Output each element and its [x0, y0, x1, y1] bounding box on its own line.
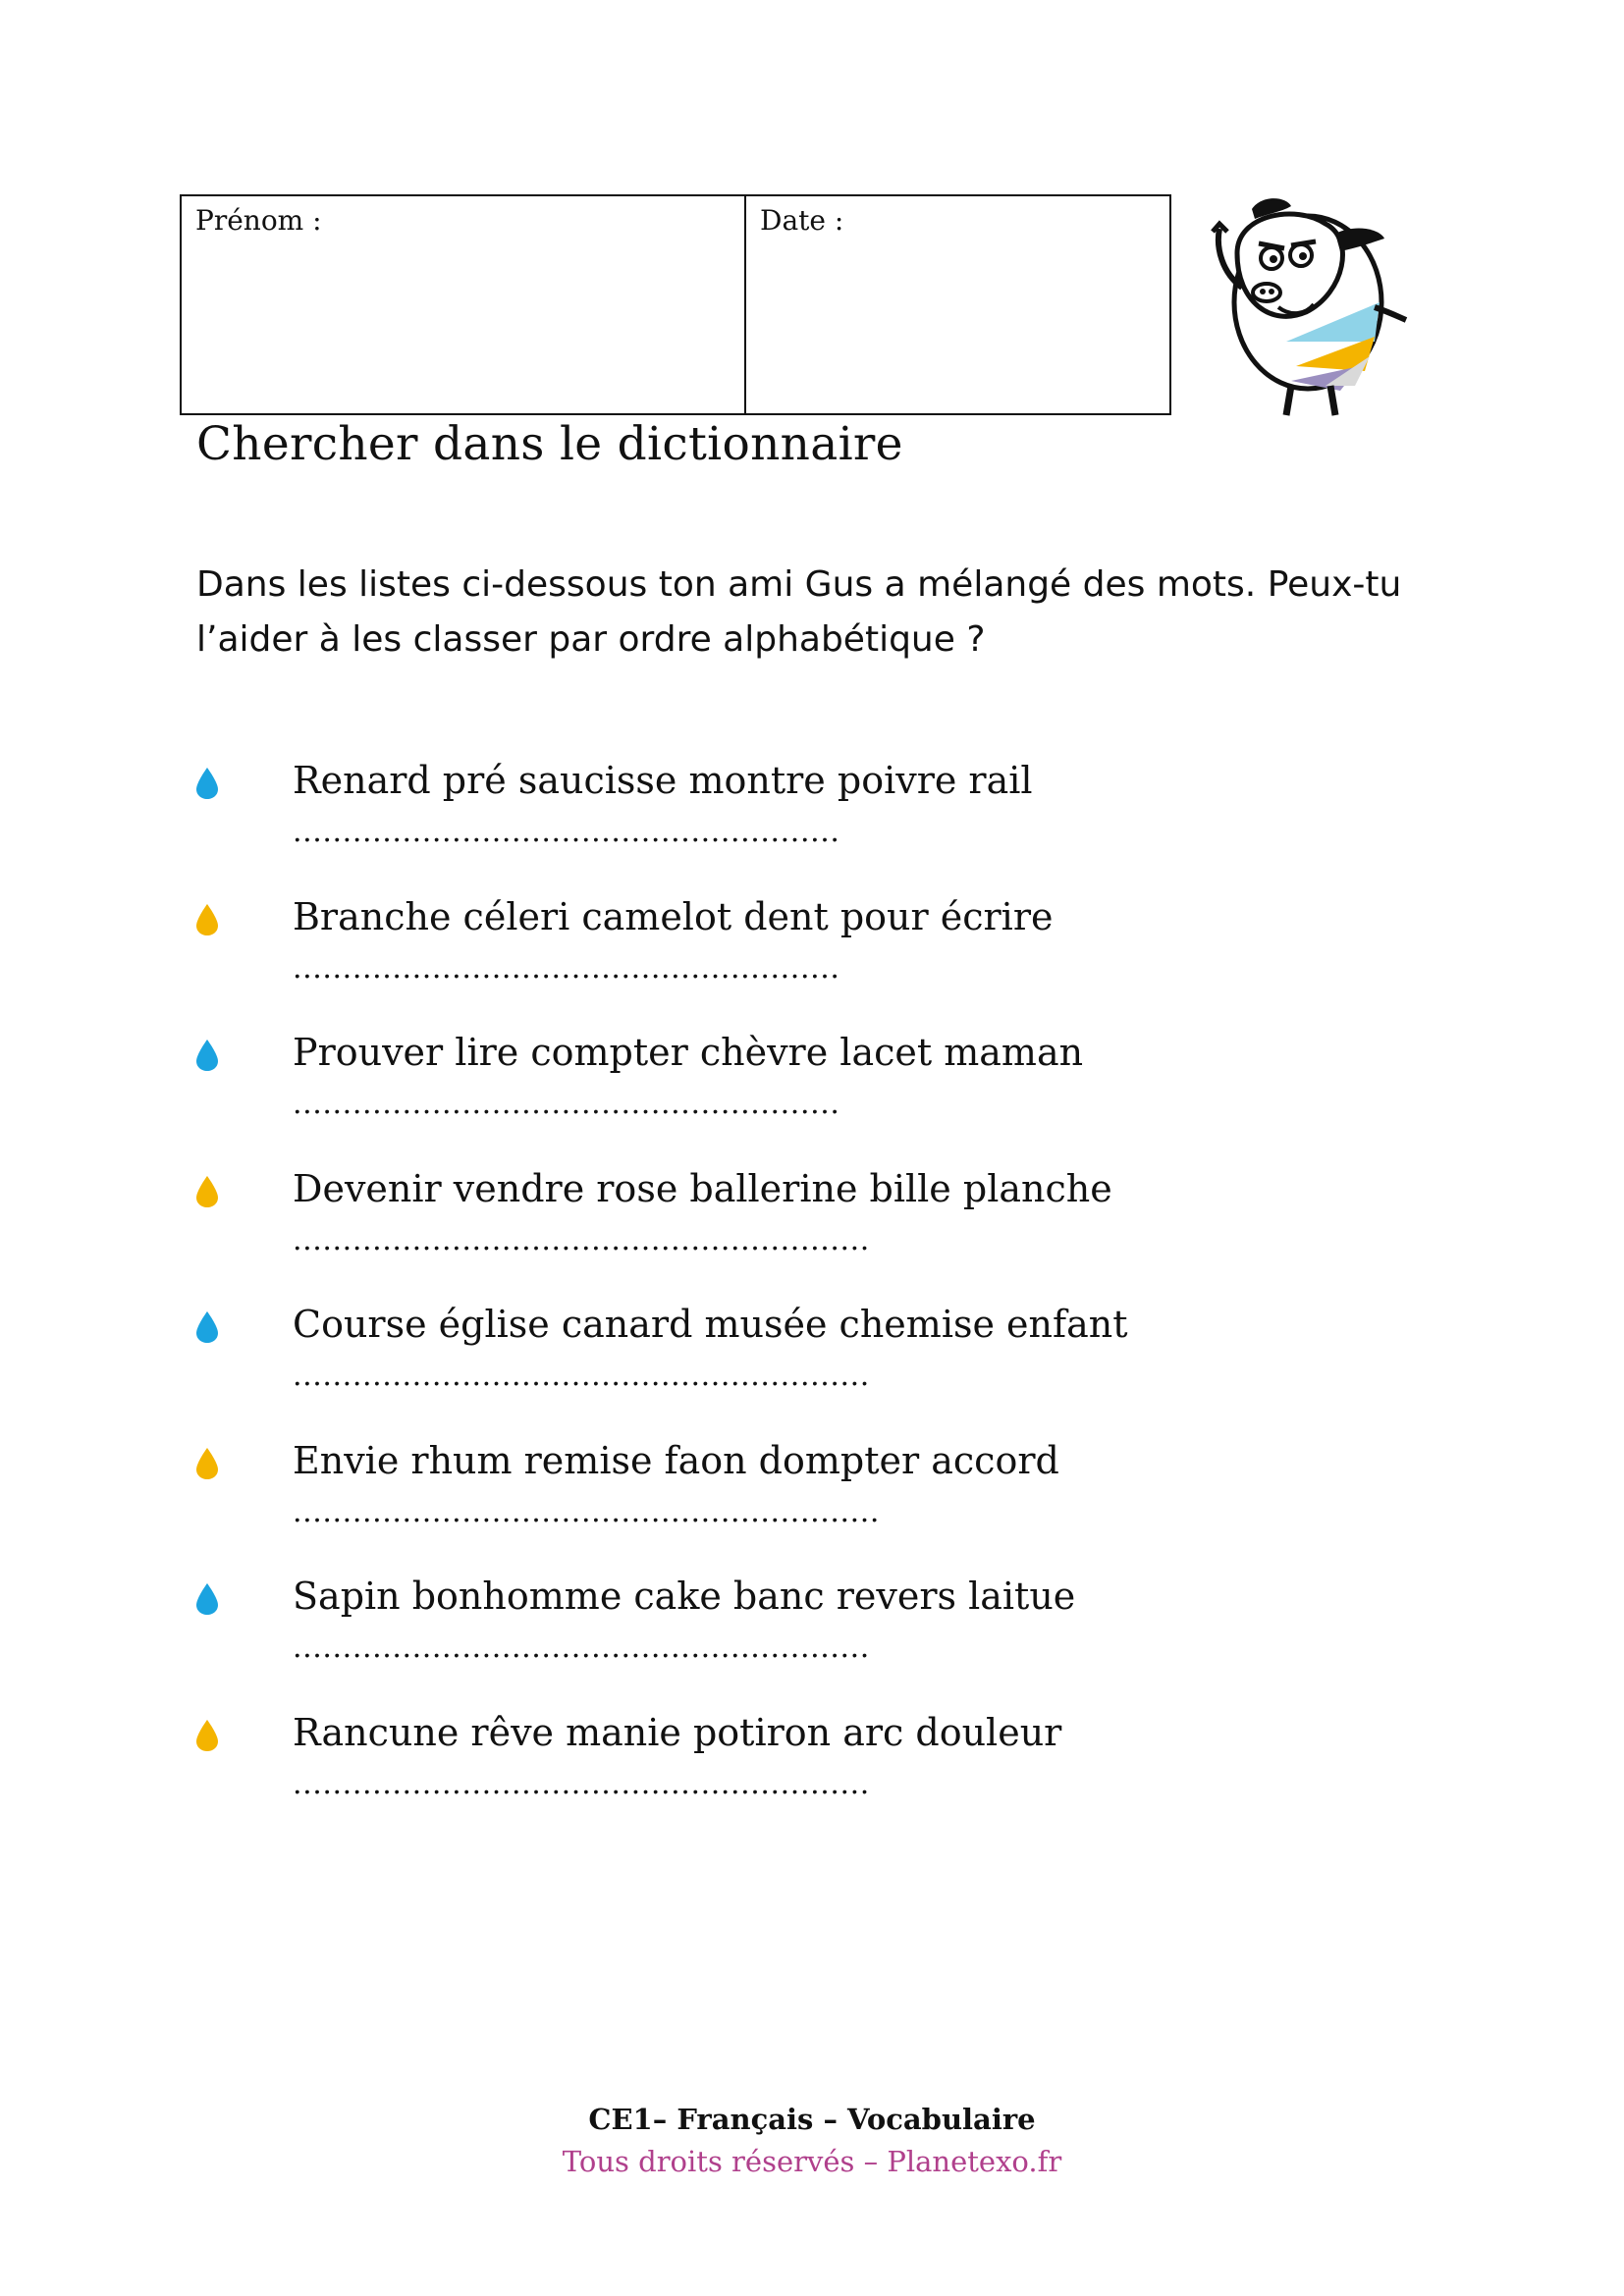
instruction-text: Dans les listes ci-dessous ton ami Gus a mélangé des mots. Peux-tu l’aider à les classer par ordre alphabétique ? [196, 564, 1402, 660]
student-info-box [180, 194, 1171, 415]
footer-rights: Tous droits réservés – Planetexo.fr [562, 2145, 1062, 2178]
exercise-item [193, 756, 1372, 864]
answer-line[interactable]: .......................................................... [293, 1630, 870, 1665]
sheep-mascot-icon [1198, 194, 1414, 420]
word-list: Course église canard musée chemise enfant [293, 1303, 1128, 1346]
word-list: Branche céleri camelot dent pour écrire [293, 894, 1054, 938]
answer-line[interactable]: ....................................................... [293, 950, 840, 986]
name-label: Prénom : [195, 204, 322, 237]
exercise-item [193, 892, 1372, 1000]
water-drop-icon [193, 902, 221, 937]
word-list: Rancune rêve manie potiron arc douleur [293, 1710, 1062, 1754]
exercise-item [193, 1572, 1372, 1680]
name-field[interactable] [182, 196, 746, 413]
answer-line[interactable]: .......................................................... [293, 1222, 870, 1257]
exercise-item [193, 1300, 1372, 1408]
water-drop-icon [193, 766, 221, 801]
exercise-item [193, 1028, 1372, 1136]
word-list: Renard pré saucisse montre poivre rail [293, 759, 1033, 802]
date-label: Date : [760, 204, 844, 237]
answer-line[interactable]: .......................................................... [293, 1359, 870, 1393]
water-drop-icon [193, 1038, 221, 1073]
water-drop-icon [193, 1718, 221, 1753]
word-list: Sapin bonhomme cake banc revers laitue [293, 1575, 1076, 1618]
water-drop-icon [193, 1446, 221, 1481]
exercise-item [193, 1436, 1372, 1544]
answer-line[interactable]: ........................................................... [293, 1494, 881, 1529]
water-drop-icon [193, 1309, 221, 1345]
footer-title: CE1– Français – Vocabulaire [588, 2103, 1036, 2136]
page-title: Chercher dans le dictionnaire [196, 417, 903, 471]
answer-line[interactable]: .......................................................... [293, 1766, 870, 1801]
water-drop-icon [193, 1581, 221, 1617]
word-list: Prouver lire compter chèvre lacet maman [293, 1031, 1084, 1074]
word-list: Devenir vendre rose ballerine bille planche [293, 1166, 1112, 1210]
answer-line[interactable]: ....................................................... [293, 1087, 840, 1121]
exercise-item [193, 1708, 1372, 1816]
water-drop-icon [193, 1174, 221, 1209]
exercise-item [193, 1164, 1372, 1272]
date-field[interactable] [746, 196, 1169, 413]
word-list: Envie rhum remise faon dompter accord [293, 1438, 1059, 1482]
answer-line[interactable]: ....................................................... [293, 815, 840, 849]
